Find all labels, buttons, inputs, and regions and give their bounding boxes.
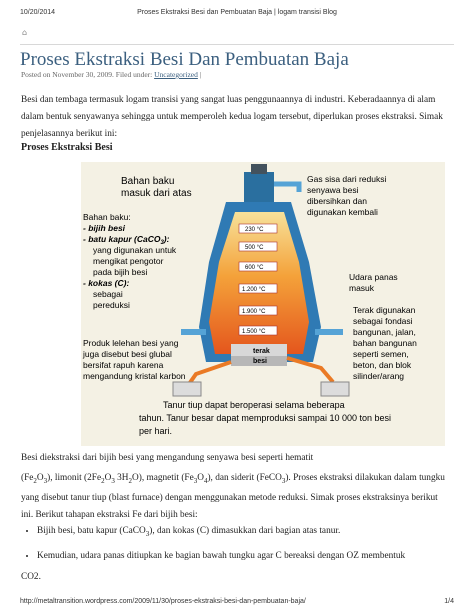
raw-item-5: pada bijih besi [93, 267, 148, 277]
temp-5: 1.900 °C [242, 309, 266, 315]
raw-item-2-text: - batu kapur (CaCO [83, 234, 161, 244]
raw-item-3: yang digunakan untuk [93, 245, 177, 255]
temp-1: 230 °C [245, 227, 264, 233]
gas-out-label-2: senyawa besi [307, 185, 359, 195]
caption-2: tahun. Tanur besar dapat memproduksi sampai 10 000 ton besi [139, 413, 391, 423]
raw-item-2-close: ): [163, 234, 170, 244]
temp-6: 1.500 °C [242, 329, 266, 335]
slag-ladle [321, 382, 349, 396]
raw-title: Bahan baku: [83, 212, 131, 222]
slag-note-4: bahan bangunan [353, 338, 417, 348]
divider [20, 44, 454, 45]
iron-note-1: Produk lelehan besi yang [83, 338, 179, 348]
category-link[interactable]: Uncategorized [154, 70, 198, 79]
list-item: • Kemudian, udara panas ditiupkan ke bagian bawah tungku agar C bereaksi dengan OZ membentuk [37, 548, 452, 565]
print-title: Proses Ekstraksi Besi dan Pembuatan Baja | logam transisi Blog [137, 9, 337, 16]
page-url: http://metaltransition.wordpress.com/2009/11/30/proses-ekstraksi-besi-dan-pembuatan-baja/ [20, 598, 306, 605]
print-date: 10/20/2014 [20, 9, 56, 16]
list-item: • Bijih besi, batu kapur (CaCO$_3$), dan kokas (C) dimasukkan dari bagian atas tanur. [37, 523, 452, 543]
post-meta-suffix: | [197, 70, 202, 79]
top-in-label-1: Bahan baku [121, 176, 175, 187]
slag-note-5: seperti semen, [353, 349, 409, 359]
slag-label: terak [253, 348, 270, 355]
blast-furnace-figure [81, 162, 445, 446]
raw-item-4: mengikat pengotor [93, 256, 164, 266]
slag-note-3: bangunan, jalan, [353, 327, 416, 337]
raw-item-7: sebagai [93, 289, 123, 299]
slag-note-1: Terak digunakan [353, 305, 416, 315]
gas-out-label-3: dibersihkan dan [307, 196, 368, 206]
temp-3: 600 °C [245, 265, 264, 271]
furnace-cap [251, 164, 267, 174]
air-in-label-1: Udara panas [349, 272, 398, 282]
article-title: Proses Ekstraksi Besi Dan Pembuatan Baja [20, 49, 349, 70]
trailing-text: CO2. [21, 572, 41, 582]
gas-out-label-1: Gas sisa dari reduksi [307, 174, 387, 184]
page-number: 1/4 [444, 598, 454, 605]
raw-item-6: - kokas (C): [83, 278, 130, 288]
raw-item-2-sub: 3 [160, 240, 164, 246]
para-ore-formulas: $(Fe_2O_3)$, limonit ($2Fe_2O_3$ $3H_2O$), magnetit $(Fe_3O_4)$, dan siderit (FeCO$_3$). Proses ekstraksi dilakukan dalam tungku yang disebut tanur tiup (blast furnace) dengan menggunakan metode reduksi. Simak proses ekstraksinya berikut ini. Berikut tahapan ekstraksi Fe dari bijih besi: [21, 473, 445, 520]
home-icon[interactable]: ⌂ [22, 28, 28, 37]
process-steps-list [21, 523, 452, 570]
iron-ladle [173, 382, 201, 396]
slag-note-7: silinder/arang [353, 371, 405, 381]
iron-note-4: mengandung kristal karbon [83, 371, 186, 381]
raw-item-8: pereduksi [93, 300, 130, 310]
caption-1: Tanur tiup dapat beroperasi selama beberapa [163, 400, 345, 410]
temp-2: 500 °C [245, 245, 264, 251]
caption-3: per hari. [139, 426, 173, 436]
iron-note-3: bersifat rapuh karena [83, 360, 164, 370]
slag-note-6: beton, dan blok [353, 360, 412, 370]
post-meta-text: Posted on November 30, 2009. Filed under: [21, 70, 155, 79]
air-in-label-2: masuk [349, 283, 375, 293]
iron-note-2: juga disebut besi glubal [83, 349, 172, 359]
top-in-label-2: masuk dari atas [121, 188, 192, 199]
raw-item-1: - bijih besi [83, 223, 126, 233]
print-footer [20, 598, 454, 605]
iron-label: besi [253, 358, 268, 365]
temp-4: 1.200 °C [242, 287, 266, 293]
post-meta [21, 70, 201, 79]
para-ore: Besi diekstraksi dari bijih besi yang mengandung senyawa besi seperti hematit [21, 453, 314, 463]
furnace-hopper [244, 172, 274, 202]
gas-out-label-4: digunakan kembali [307, 207, 378, 217]
intro-paragraph: Besi dan tembaga termasuk logam transisi yang sangat luas penggunaannya di industri. Keberadaannya di alam dalam bentuk senyawanya sehingga untuk memperoleh kedua logam tersebut, diperlukan proses ekstraksi. Simak penjelasannya berikut ini: [21, 95, 443, 139]
slag-note-2: sebagai fondasi [353, 316, 413, 326]
section-heading: Proses Ekstraksi Besi [21, 142, 113, 153]
